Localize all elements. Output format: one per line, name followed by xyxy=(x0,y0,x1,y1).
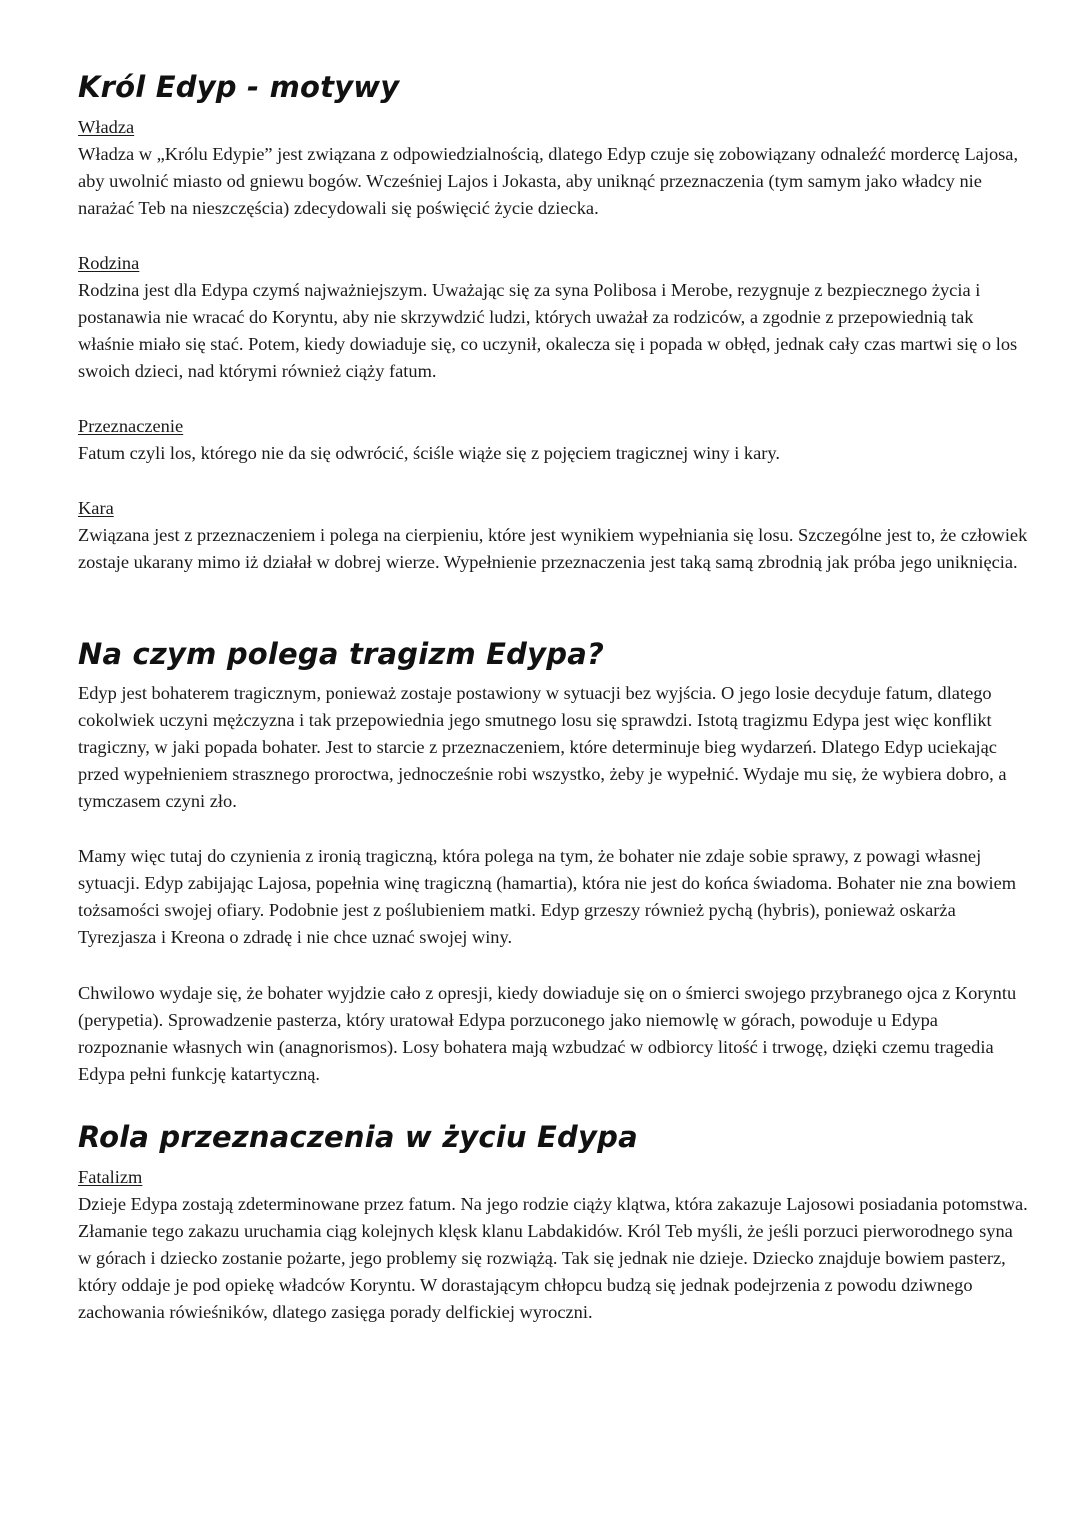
paragraph-tragedy-2: Mamy więc tutaj do czynienia z ironią tragiczną, która polega na tym, że bohater nie zdaje sobie sprawy, z powagi własnej sytuacji. Edyp zabijając Lajosa, popełnia winę tragiczną (hamartia), która nie jest do końca świadoma. Bohater nie zna bowiem tożsamości swojej ofiary. Podobnie jest z poślubieniem matki. Edyp grzeszy również pychą (hybris), ponieważ oskarża Tyrezjasza i Kreona o zdradę i nie chce uznać swojej winy. xyxy=(78,846,1017,947)
paragraph-family: Rodzina jest dla Edypa czymś najważniejszym. Uważając się za syna Polibosa i Merobe, rezygnuje z bezpiecznego życia i postanawia nie wracać do Koryntu, aby nie skrzywdzić ludzi, których uważał za rodziców, a zgodnie z przepowiednią tak właśnie miało się stać. Potem, kiedy dowiaduje się, co uczynił, okalecza się i popada w obłęd, jednak cały czas martwi się o los swoich dzieci, nad którymi również ciąży fatum. xyxy=(78,280,1018,381)
subheading-destiny: Przeznaczenie xyxy=(78,416,184,436)
paragraph-tragedy-1: Edyp jest bohaterem tragicznym, ponieważ zostaje postawiony w sytuacji bez wyjścia. O jego losie decyduje fatum, dlatego cokolwiek uczyni mężczyzna i tak przepowiednia jego smutnego losu się sprawdzi. Istotą tragizmu Edypa jest więc konflikt tragiczny, w jaki popada bohater. Jest to starcie z przeznaczeniem, które determinuje bieg wydarzeń. Dlatego Edyp uciekając przed wypełnieniem strasznego proroctwa, jednocześnie robi wszystko, żeby je wypełnić. Wydaje mu się, że wybiera dobro, a tymczasem czyni zło. xyxy=(78,683,1007,811)
section-title-motifs: Król Edyp - motywy xyxy=(78,70,400,104)
paragraph-power: Władza w „Królu Edypie” jest związana z odpowiedzialnością, dlatego Edyp czuje się zobowiązany odnaleźć mordercę Lajosa, aby uwolnić miasto od gniewu bogów. Wcześniej Lajos i Jokasta, aby uniknąć przeznaczenia (tym samym jako władcy nie narażać Teb na nieszczęścia) zdecydowali się poświęcić życie dziecka. xyxy=(78,144,1019,218)
section-title-fate-role: Rola przeznaczenia w życiu Edypa xyxy=(78,1120,638,1154)
motif-family xyxy=(78,250,1028,385)
subheading-fatalism: Fatalizm xyxy=(78,1167,143,1187)
fatalism-block xyxy=(78,1164,1028,1326)
section-title-tragedy: Na czym polega tragizm Edypa? xyxy=(78,637,604,671)
motif-power xyxy=(78,114,1028,222)
paragraph-punishment: Związana jest z przeznaczeniem i polega na cierpieniu, które jest wynikiem wypełniania się losu. Szczególne jest to, że człowiek zostaje ukarany mimo iż działał w dobrej wierze. Wypełnienie przeznaczenia jest taką samą zbrodnią jak próba jego uniknięcia. xyxy=(78,525,1028,572)
subheading-punishment: Kara xyxy=(78,498,114,518)
paragraph-fatalism: Dzieje Edypa zostają zdeterminowane przez fatum. Na jego rodzie ciąży klątwa, która zakazuje Lajosowi posiadania potomstwa. Złamanie tego zakazu uruchamia ciąg kolejnych klęsk klanu Labdakidów. Król Teb myśli, że jeśli porzuci pierworodnego syna w górach i dziecko zostanie pożarte, jego problemy się rozwiążą. Tak się jednak nie dzieje. Dziecko znajduje bowiem pasterz, który oddaje je pod opiekę władców Koryntu. W dorastającym chłopcu budzą się jednak podejrzenia z powodu dziwnego zachowania rówieśników, dlatego zasięga porady delfickiej wyroczni. xyxy=(78,1194,1028,1322)
paragraph-tragedy-3: Chwilowo wydaje się, że bohater wyjdzie cało z opresji, kiedy dowiaduje się on o śmierci swojego przybranego ojca z Koryntu (perypetia). Sprowadzenie pasterza, który uratował Edypa porzuconego jako niemowlę w górach, powoduje u Edypa rozpoznanie własnych win (anagnorismos). Losy bohatera mają wzbudzać w odbiorcy litość i trwogę, dzięki czemu tragedia Edypa pełni funkcję katartyczną. xyxy=(78,983,1017,1084)
motif-destiny xyxy=(78,413,1028,467)
subheading-power: Władza xyxy=(78,117,135,137)
paragraph-destiny: Fatum czyli los, którego nie da się odwrócić, ściśle wiąże się z pojęciem tragicznej winy i kary. xyxy=(78,443,781,463)
subheading-family: Rodzina xyxy=(78,253,140,273)
motif-punishment xyxy=(78,495,1028,576)
